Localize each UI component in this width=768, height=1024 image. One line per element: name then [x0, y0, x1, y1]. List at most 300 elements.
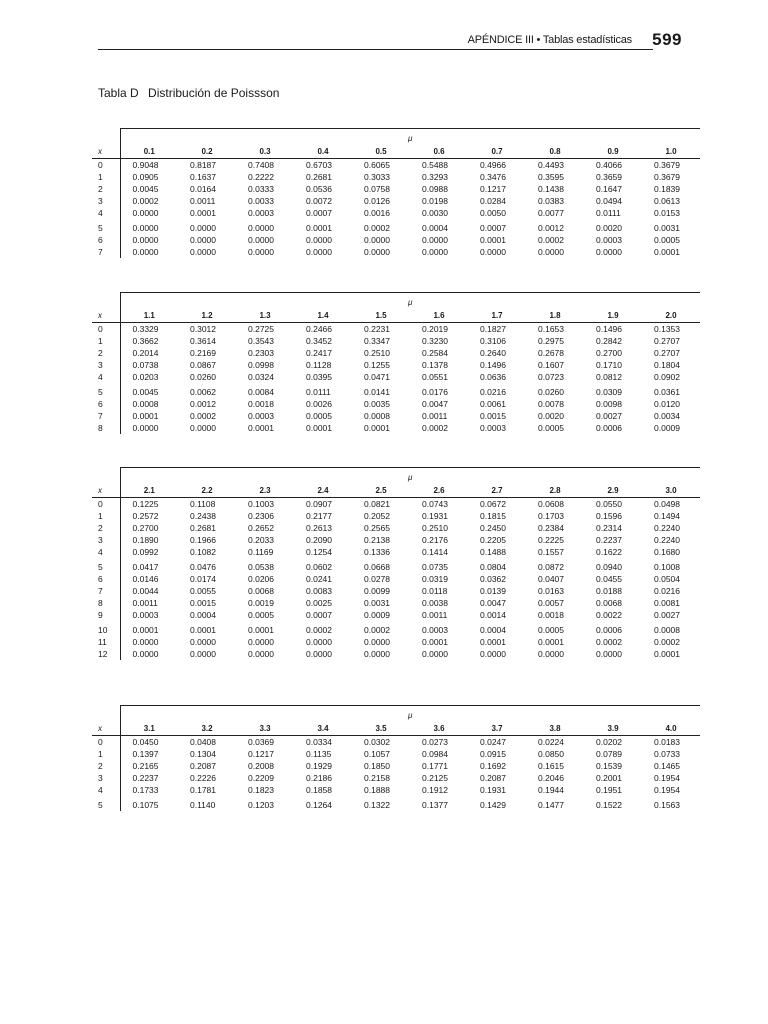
mu-label: μ: [120, 133, 700, 145]
table-row: [92, 760, 700, 772]
table-title-text: Distribución de Poissson: [148, 86, 280, 100]
probability-cell: 0.0000: [190, 235, 216, 245]
table-row: [92, 183, 700, 195]
probability-cell: 0.3679: [654, 172, 680, 182]
probability-cell: 0.0471: [364, 372, 390, 382]
probability-cell: 0.2314: [596, 523, 622, 533]
probability-cell: 0.0668: [364, 562, 390, 572]
table-row: [92, 410, 700, 422]
mu-column-header: 0.5: [352, 145, 410, 159]
probability-cell: 0.0733: [654, 749, 680, 759]
x-value: 8: [98, 423, 103, 433]
x-value: 10: [98, 625, 108, 635]
mu-column-header: 2.5: [352, 484, 410, 498]
probability-cell: 0.0015: [480, 411, 506, 421]
mu-column-header: 0.8: [526, 145, 584, 159]
probability-cell: 0.0000: [596, 649, 622, 659]
probability-cell: 0.1225: [120, 498, 178, 511]
poisson-table: [92, 128, 700, 258]
probability-cell: 0.2384: [538, 523, 564, 533]
probability-cell: 0.0057: [538, 598, 564, 608]
probability-cell: 0.0005: [538, 423, 564, 433]
probability-cell: 0.0206: [248, 574, 274, 584]
mu-column-header: 2.6: [410, 484, 468, 498]
probability-cell: 0.1353: [654, 324, 680, 334]
probability-cell: 0.6065: [364, 160, 390, 170]
table-row: [92, 359, 700, 371]
probability-cell: 0.0031: [364, 598, 390, 608]
probability-cell: 0.0998: [248, 360, 274, 370]
probability-cell: 0.0260: [190, 372, 216, 382]
probability-cell: 0.0000: [306, 649, 332, 659]
probability-cell: 0.1615: [538, 761, 564, 771]
probability-cell: 0.3452: [306, 336, 332, 346]
probability-cell: 0.1839: [654, 184, 680, 194]
probability-cell: 0.0050: [480, 208, 506, 218]
probability-cell: 0.2222: [248, 172, 274, 182]
probability-cell: 0.1771: [422, 761, 448, 771]
probability-cell: 0.1647: [596, 184, 622, 194]
probability-cell: 0.0099: [364, 586, 390, 596]
probability-cell: 0.1082: [190, 547, 216, 557]
probability-cell: 0.0002: [596, 637, 622, 647]
x-value: 12: [98, 649, 108, 659]
probability-cell: 0.0012: [538, 223, 564, 233]
table-row: [92, 171, 700, 183]
probability-cell: 0.0000: [248, 223, 274, 233]
probability-cell: 0.0812: [596, 372, 622, 382]
mu-label: μ: [120, 297, 700, 309]
mu-row: [92, 133, 700, 145]
probability-cell: 0.0395: [306, 372, 332, 382]
probability-cell: 0.0476: [190, 562, 216, 572]
probability-cell: 0.0008: [654, 625, 680, 635]
probability-cell: 0.0000: [120, 234, 178, 246]
probability-cell: 0.1804: [654, 360, 680, 370]
probability-cell: 0.0872: [538, 562, 564, 572]
mu-column-header: 2.0: [642, 309, 700, 323]
x-value: 6: [98, 574, 103, 584]
probability-cell: 0.0000: [190, 223, 216, 233]
mu-row: [92, 710, 700, 722]
probability-cell: 0.0078: [538, 399, 564, 409]
probability-cell: 0.1140: [190, 800, 216, 810]
x-value: 7: [98, 586, 103, 596]
probability-cell: 0.0007: [306, 208, 332, 218]
mu-column-header: 1.6: [410, 309, 468, 323]
x-value: 1: [98, 336, 103, 346]
probability-cell: 0.0551: [422, 372, 448, 382]
probability-cell: 0.0001: [654, 649, 680, 659]
probability-cell: 0.1322: [364, 800, 390, 810]
x-value: 0: [98, 160, 103, 170]
probability-cell: 0.0273: [422, 737, 448, 747]
probability-cell: 0.2046: [538, 773, 564, 783]
probability-cell: 0.2572: [120, 510, 178, 522]
probability-cell: 0.2209: [248, 773, 274, 783]
probability-cell: 0.1931: [480, 785, 506, 795]
mu-column-header: 3.9: [584, 722, 642, 736]
poisson-table: [92, 292, 700, 434]
table-row: [92, 219, 700, 234]
probability-cell: 0.0068: [596, 598, 622, 608]
probability-cell: 0.0005: [248, 610, 274, 620]
probability-cell: 0.0027: [654, 610, 680, 620]
x-value: 2: [98, 761, 103, 771]
probability-cell: 0.0072: [306, 196, 332, 206]
probability-cell: 0.0008: [364, 411, 390, 421]
probability-cell: 0.1496: [596, 324, 622, 334]
probability-cell: 0.2237: [596, 535, 622, 545]
probability-cell: 0.0602: [306, 562, 332, 572]
probability-cell: 0.0003: [248, 208, 274, 218]
probability-cell: 0.0224: [538, 737, 564, 747]
probability-cell: 0.0003: [480, 423, 506, 433]
probability-cell: 0.2678: [538, 348, 564, 358]
probability-cell: 0.0408: [190, 737, 216, 747]
probability-cell: 0.0319: [422, 574, 448, 584]
mu-label: μ: [120, 710, 700, 722]
probability-cell: 0.3476: [480, 172, 506, 182]
x-value: 2: [98, 348, 103, 358]
probability-cell: 0.7408: [248, 160, 274, 170]
probability-cell: 0.1477: [538, 800, 564, 810]
probability-cell: 0.0011: [190, 196, 216, 206]
probability-cell: 0.1429: [480, 800, 506, 810]
table-row: [92, 347, 700, 359]
probability-cell: 0.0081: [654, 598, 680, 608]
probability-cell: 0.1951: [596, 785, 622, 795]
probability-cell: 0.0000: [248, 235, 274, 245]
probability-cell: 0.1264: [306, 800, 332, 810]
probability-cell: 0.0988: [422, 184, 448, 194]
probability-cell: 0.0020: [538, 411, 564, 421]
header-row: [92, 484, 700, 498]
poisson-block-3: [92, 467, 700, 660]
probability-cell: 0.1438: [538, 184, 564, 194]
mu-column-header: 3.8: [526, 722, 584, 736]
probability-cell: 0.0907: [306, 499, 332, 509]
probability-cell: 0.0369: [248, 737, 274, 747]
table-row: [92, 522, 700, 534]
mu-column-header: 1.2: [178, 309, 236, 323]
probability-cell: 0.0001: [190, 625, 216, 635]
probability-cell: 0.0163: [538, 586, 564, 596]
probability-cell: 0.1931: [422, 511, 448, 521]
mu-column-header: 2.9: [584, 484, 642, 498]
table-row: [92, 621, 700, 636]
poisson-block-4: [92, 705, 700, 811]
probability-cell: 0.0006: [596, 625, 622, 635]
probability-cell: 0.0038: [422, 598, 448, 608]
probability-cell: 0.1494: [654, 511, 680, 521]
poisson-block-2: [92, 292, 700, 434]
mu-row: [92, 297, 700, 309]
table-row: [92, 398, 700, 410]
probability-cell: 0.1858: [306, 785, 332, 795]
probability-cell: 0.1203: [248, 800, 274, 810]
probability-cell: 0.0004: [422, 223, 448, 233]
probability-cell: 0.1217: [480, 184, 506, 194]
probability-cell: 0.1888: [364, 785, 390, 795]
mu-column-header: 0.1: [120, 145, 178, 159]
probability-cell: 0.0012: [190, 399, 216, 409]
x-value: 5: [98, 223, 103, 233]
mu-column-header: 1.5: [352, 309, 410, 323]
x-header: x: [92, 484, 120, 498]
probability-cell: 0.0905: [120, 171, 178, 183]
mu-column-header: 3.7: [468, 722, 526, 736]
probability-cell: 0.0068: [248, 586, 274, 596]
probability-cell: 0.3106: [480, 336, 506, 346]
x-header: x: [92, 722, 120, 736]
probability-cell: 0.1465: [654, 761, 680, 771]
probability-cell: 0.0005: [306, 411, 332, 421]
probability-cell: 0.0153: [654, 208, 680, 218]
table-row: [92, 609, 700, 621]
table-row: [92, 648, 700, 660]
header-row: [92, 722, 700, 736]
probability-cell: 0.0026: [306, 399, 332, 409]
probability-cell: 0.0055: [190, 586, 216, 596]
probability-cell: 0.0000: [248, 247, 274, 257]
probability-cell: 0.0019: [248, 598, 274, 608]
probability-cell: 0.2700: [120, 522, 178, 534]
probability-cell: 0.2417: [306, 348, 332, 358]
probability-cell: 0.0850: [538, 749, 564, 759]
probability-cell: 0.0000: [306, 637, 332, 647]
probability-cell: 0.0111: [596, 208, 621, 218]
probability-cell: 0.0550: [596, 499, 622, 509]
table-row: [92, 323, 700, 336]
probability-cell: 0.0011: [120, 597, 178, 609]
probability-cell: 0.0216: [654, 586, 680, 596]
probability-cell: 0.0120: [654, 399, 680, 409]
probability-cell: 0.0804: [480, 562, 506, 572]
x-value: 7: [98, 247, 103, 257]
probability-cell: 0.0504: [654, 574, 680, 584]
table-row: [92, 383, 700, 398]
probability-cell: 0.1378: [422, 360, 448, 370]
probability-cell: 0.1680: [654, 547, 680, 557]
probability-cell: 0.3033: [364, 172, 390, 182]
probability-cell: 0.0915: [480, 749, 506, 759]
probability-cell: 0.1557: [538, 547, 564, 557]
probability-cell: 0.2240: [654, 523, 680, 533]
probability-cell: 0.0014: [480, 610, 506, 620]
table-row: [92, 207, 700, 219]
mu-column-header: 3.6: [410, 722, 468, 736]
probability-cell: 0.0001: [306, 423, 332, 433]
probability-cell: 0.3347: [364, 336, 390, 346]
x-value: 3: [98, 360, 103, 370]
x-value: 6: [98, 399, 103, 409]
probability-cell: 0.2008: [248, 761, 274, 771]
probability-cell: 0.0000: [120, 636, 178, 648]
probability-cell: 0.1304: [190, 749, 216, 759]
probability-cell: 0.0000: [422, 649, 448, 659]
probability-cell: 0.0011: [422, 610, 448, 620]
probability-cell: 0.0033: [248, 196, 274, 206]
probability-cell: 0.1488: [480, 547, 506, 557]
mu-column-header: 1.7: [468, 309, 526, 323]
probability-cell: 0.0008: [120, 398, 178, 410]
probability-cell: 0.0009: [654, 423, 680, 433]
x-value: 3: [98, 535, 103, 545]
probability-cell: 0.0045: [120, 383, 178, 398]
probability-cell: 0.3230: [422, 336, 448, 346]
probability-cell: 0.0538: [248, 562, 274, 572]
probability-cell: 0.0018: [538, 610, 564, 620]
probability-cell: 0.0001: [538, 637, 564, 647]
probability-cell: 0.2842: [596, 336, 622, 346]
probability-cell: 0.0002: [306, 625, 332, 635]
probability-cell: 0.0002: [422, 423, 448, 433]
probability-cell: 0.0455: [596, 574, 622, 584]
probability-cell: 0.0002: [654, 637, 680, 647]
probability-cell: 0.0000: [120, 207, 178, 219]
probability-cell: 0.0000: [248, 637, 274, 647]
probability-cell: 0.0000: [364, 247, 390, 257]
probability-cell: 0.0902: [654, 372, 680, 382]
probability-cell: 0.0126: [364, 196, 390, 206]
table-row: [92, 796, 700, 811]
probability-cell: 0.0025: [306, 598, 332, 608]
mu-column-header: 1.0: [642, 145, 700, 159]
probability-cell: 0.3595: [538, 172, 564, 182]
mu-column-header: 2.7: [468, 484, 526, 498]
probability-cell: 0.2707: [654, 348, 680, 358]
probability-cell: 0.0000: [480, 247, 506, 257]
table-row: [92, 498, 700, 511]
probability-cell: 0.0608: [538, 499, 564, 509]
probability-cell: 0.2466: [306, 324, 332, 334]
x-header: x: [92, 309, 120, 323]
probability-cell: 0.0004: [190, 610, 216, 620]
poisson-table: [92, 467, 700, 660]
x-value: 5: [98, 562, 103, 572]
probability-cell: 0.2613: [306, 523, 332, 533]
probability-cell: 0.0202: [596, 737, 622, 747]
mu-column-header: 0.3: [236, 145, 294, 159]
probability-cell: 0.1954: [654, 785, 680, 795]
probability-cell: 0.0027: [596, 411, 622, 421]
probability-cell: 0.0867: [190, 360, 216, 370]
probability-cell: 0.1637: [190, 172, 216, 182]
probability-cell: 0.0000: [120, 422, 178, 434]
mu-column-header: 2.1: [120, 484, 178, 498]
mu-column-header: 3.2: [178, 722, 236, 736]
x-value: 3: [98, 773, 103, 783]
probability-cell: 0.0002: [364, 223, 390, 233]
probability-cell: 0.2652: [248, 523, 274, 533]
probability-cell: 0.0000: [306, 247, 332, 257]
table-row: [92, 510, 700, 522]
x-value: 6: [98, 235, 103, 245]
probability-cell: 0.1377: [422, 800, 448, 810]
probability-cell: 0.2510: [364, 348, 390, 358]
probability-cell: 0.0118: [422, 586, 448, 596]
probability-cell: 0.2306: [248, 511, 274, 521]
probability-cell: 0.0000: [190, 247, 216, 257]
x-value: 2: [98, 184, 103, 194]
probability-cell: 0.0000: [422, 235, 448, 245]
probability-cell: 0.0047: [422, 399, 448, 409]
probability-cell: 0.0047: [480, 598, 506, 608]
probability-cell: 0.0030: [422, 208, 448, 218]
probability-cell: 0.0139: [480, 586, 506, 596]
probability-cell: 0.0333: [248, 184, 274, 194]
probability-cell: 0.0001: [654, 247, 680, 257]
probability-cell: 0.0001: [480, 235, 506, 245]
mu-label: μ: [120, 472, 700, 484]
probability-cell: 0.0005: [654, 235, 680, 245]
probability-cell: 0.2087: [190, 761, 216, 771]
mu-column-header: 2.2: [178, 484, 236, 498]
probability-cell: 0.2237: [120, 772, 178, 784]
table-row: [92, 195, 700, 207]
probability-cell: 0.0174: [190, 574, 216, 584]
probability-cell: 0.1254: [306, 547, 332, 557]
probability-cell: 0.0002: [538, 235, 564, 245]
probability-cell: 0.0035: [364, 399, 390, 409]
table-row: [92, 234, 700, 246]
probability-cell: 0.2707: [654, 336, 680, 346]
probability-cell: 0.2681: [306, 172, 332, 182]
probability-cell: 0.0001: [120, 410, 178, 422]
probability-cell: 0.0498: [654, 499, 680, 509]
probability-cell: 0.1912: [422, 785, 448, 795]
x-value: 1: [98, 511, 103, 521]
probability-cell: 0.3659: [596, 172, 622, 182]
probability-cell: 0.1944: [538, 785, 564, 795]
table-row: [92, 534, 700, 546]
running-title: APÉNDICE III • Tablas estadísticas: [467, 34, 632, 46]
probability-cell: 0.2165: [120, 760, 178, 772]
probability-cell: 0.0000: [538, 247, 564, 257]
probability-cell: 0.0000: [364, 649, 390, 659]
probability-cell: 0.0260: [538, 387, 564, 397]
probability-cell: 0.0006: [596, 423, 622, 433]
table-row: [92, 573, 700, 585]
probability-cell: 0.0000: [190, 649, 216, 659]
probability-cell: 0.0034: [654, 411, 680, 421]
probability-cell: 0.0045: [120, 183, 178, 195]
probability-cell: 0.2303: [248, 348, 274, 358]
probability-cell: 0.3329: [120, 323, 178, 336]
probability-cell: 0.0216: [480, 387, 506, 397]
mu-column-header: 1.4: [294, 309, 352, 323]
probability-cell: 0.0000: [306, 235, 332, 245]
probability-cell: 0.2169: [190, 348, 216, 358]
mu-row: [92, 472, 700, 484]
probability-cell: 0.0003: [422, 625, 448, 635]
probability-cell: 0.5488: [422, 160, 448, 170]
x-value: 4: [98, 372, 103, 382]
probability-cell: 0.0284: [480, 196, 506, 206]
probability-cell: 0.0141: [364, 387, 390, 397]
probability-cell: 0.2177: [306, 511, 332, 521]
probability-cell: 0.2186: [306, 773, 332, 783]
probability-cell: 0.0000: [120, 246, 178, 258]
probability-cell: 0.0241: [306, 574, 332, 584]
probability-cell: 0.0003: [120, 609, 178, 621]
table-title: [98, 86, 279, 100]
probability-cell: 0.0984: [422, 749, 448, 759]
probability-cell: 0.0188: [596, 586, 622, 596]
table-title-label: Tabla D: [98, 86, 139, 100]
probability-cell: 0.0613: [654, 196, 680, 206]
